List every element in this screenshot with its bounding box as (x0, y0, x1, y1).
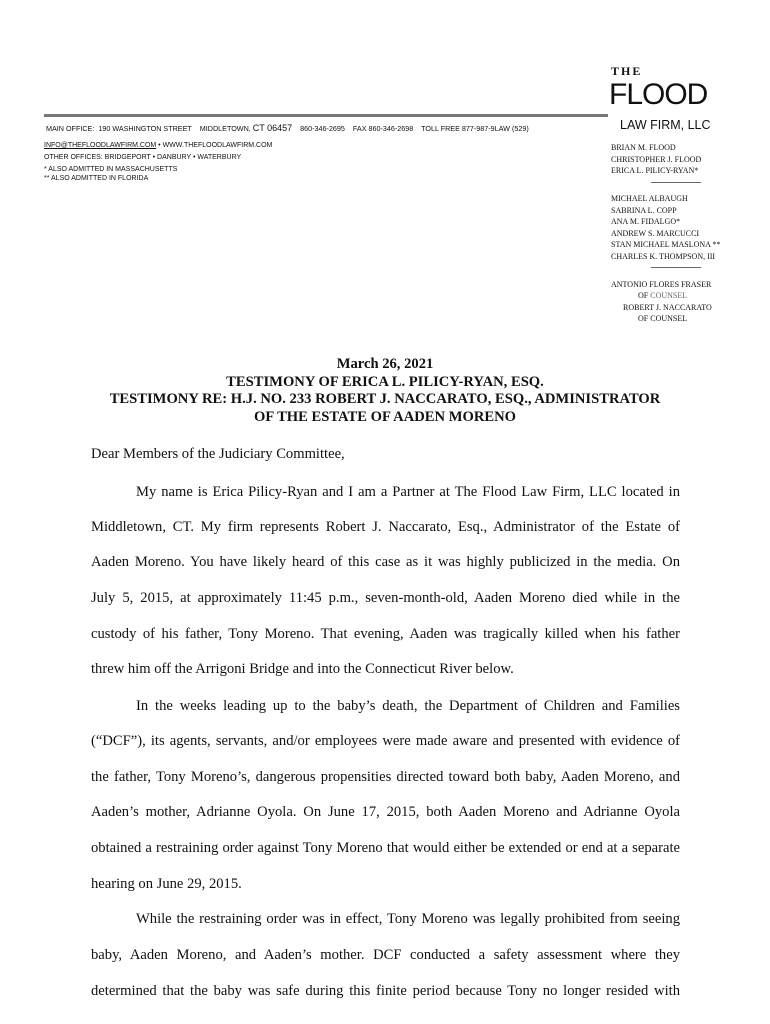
document-heading (44, 356, 726, 426)
roster-counsel-word: COUNSEL (650, 291, 688, 300)
office-fax: FAX 860-346-2698 (352, 124, 414, 133)
note-florida: ** ALSO ADMITTED IN FLORIDA (44, 175, 149, 182)
roster-counsel-name: ROBERT J. NACCARATO (623, 302, 712, 312)
contact-line (44, 142, 272, 149)
heading-date: March 26, 2021 (336, 356, 434, 372)
body-line: Middletown, CT. My firm represents Robert J. Naccarato, Esq., Administrator of the Estate of (91, 519, 680, 535)
roster-counsel-name: ANTONIO FLORES FRASER (611, 279, 712, 289)
body-line: baby, Aaden Moreno, and Aaden’s mother. DCF conducted a safety assessment where they (91, 947, 680, 963)
other-offices: OTHER OFFICES: BRIDGEPORT • DANBURY • WATERBURY (44, 154, 242, 161)
roster-associate: STAN MICHAEL MASLONA ** (611, 240, 721, 249)
office-address: 190 WASHINGTON STREET (98, 124, 192, 133)
website-link[interactable]: WWW.THEFLOODLAWFIRM.COM (162, 142, 273, 149)
office-phone: 860-346-2695 (300, 124, 345, 133)
roster-associate: ANA M. FIDALGO* (611, 217, 681, 226)
letterhead-rule (44, 114, 608, 117)
office-city: MIDDLETOWN, (199, 124, 251, 133)
office-state-zip: CT 06457 (252, 123, 293, 133)
roster-divider (611, 177, 769, 189)
roster-associate: SABRINA L. COPP (611, 205, 677, 215)
logo-the: THE (611, 64, 643, 78)
roster-partner: BRIAN M. FLOOD (611, 143, 676, 152)
roster-associate: MICHAEL ALBAUGH (611, 194, 688, 203)
email-link[interactable]: INFO@THEFLOODLAWFIRM.COM (44, 142, 157, 149)
body-line: obtained a restraining order against Tony Moreno that would either be extended or end at a separate (91, 840, 680, 856)
logo-flood: FLOOD (609, 78, 708, 111)
heading-line-3: OF THE ESTATE OF AADEN MORENO (253, 408, 517, 425)
roster-counsel-title: OF COUNSEL (638, 314, 688, 323)
heading-line-2: TESTIMONY RE: H.J. NO. 233 ROBERT J. NACCARATO, ESQ., ADMINISTRATOR (109, 391, 661, 407)
body-line: In the weeks leading up to the baby’s death, the Department of Children and Families (136, 698, 680, 714)
salutation: Dear Members of the Judiciary Committee, (91, 446, 345, 462)
main-office-line (46, 123, 529, 133)
roster-counsel-title (611, 290, 769, 302)
note-massachusetts: * ALSO ADMITTED IN MASSACHUSETTS (44, 166, 178, 173)
roster-associate: CHARLES K. THOMPSON, III (611, 251, 716, 261)
body-line: Aaden Moreno. You have likely heard of this case as it was highly publicized in the media. On (91, 554, 680, 570)
body-line: July 5, 2015, at approximately 11:45 p.m., seven-month-old, Aaden Moreno died while in the (91, 590, 680, 606)
roster-divider (611, 262, 769, 274)
body-line: While the restraining order was in effect, Tony Moreno was legally prohibited from seeing (136, 911, 680, 927)
attorney-roster (611, 142, 769, 325)
body-line: the father, Tony Moreno’s, dangerous propensities directed toward both baby, Aaden Moreno, and (91, 769, 680, 785)
roster-partner: CHRISTOPHER J. FLOOD (611, 154, 702, 164)
logo-firm: LAW FIRM, LLC (620, 118, 711, 132)
contact-separator: • (156, 142, 163, 149)
roster-associate: ANDREW S. MARCUCCI (611, 228, 700, 238)
heading-line-1: TESTIMONY OF ERICA L. PILICY-RYAN, ESQ. (226, 373, 544, 390)
body-line: hearing on June 29, 2015. (91, 876, 242, 892)
body-line: (“DCF”), its agents, servants, and/or employees were made aware and presented with evidence of (91, 733, 680, 749)
main-office-label: MAIN OFFICE: (46, 124, 95, 133)
body-line: threw him off the Arrigoni Bridge and into the Connecticut River below. (91, 661, 514, 677)
body-line: Aaden’s mother, Adrianne Oyola. On June 17, 2015, both Aaden Moreno and Adrianne Oyola (91, 804, 680, 820)
office-toll-free: TOLL FREE 877-987-9LAW (529) (421, 124, 529, 133)
body-line: My name is Erica Pilicy-Ryan and I am a Partner at The Flood Law Firm, LLC located in (136, 484, 680, 500)
roster-counsel-of: OF (638, 291, 649, 300)
body-line: determined that the baby was safe during this finite period because Tony no longer resided with (91, 983, 680, 999)
body-line: custody of his father, Tony Moreno. That evening, Aaden was tragically killed when his father (91, 626, 680, 642)
roster-partner: ERICA L. PILICY-RYAN* (611, 166, 699, 175)
